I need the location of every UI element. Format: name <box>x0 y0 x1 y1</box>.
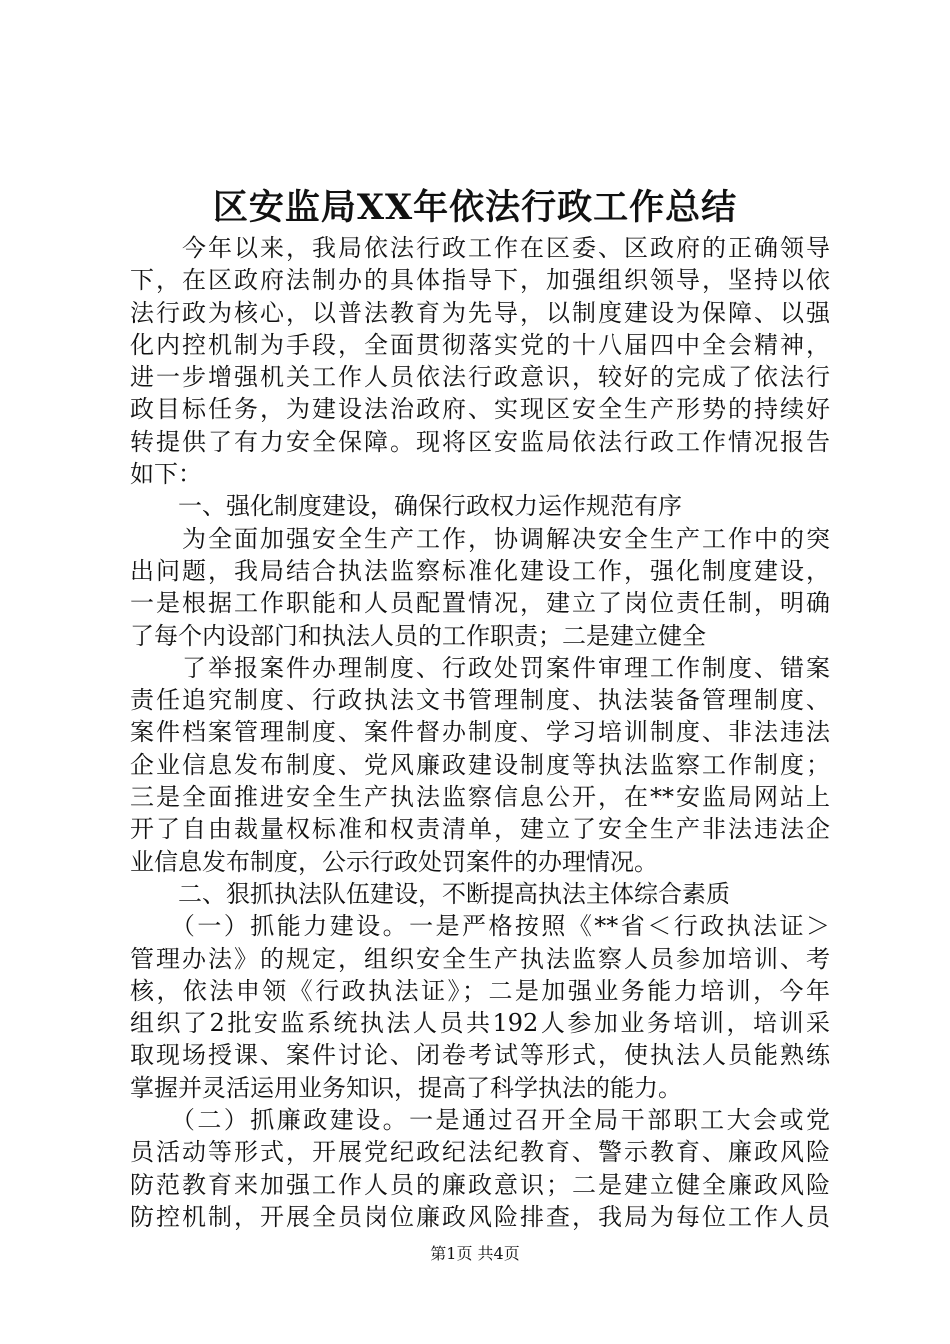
body-line: （一）抓能力建设。一是严格按照《**省＜行政执法证＞ <box>130 912 830 941</box>
body-line: 政目标任务，为建设法治政府、实现区安全生产形势的持续好 <box>130 395 830 424</box>
body-line: 进一步增强机关工作人员依法行政意识，较好的完成了依法行 <box>130 363 830 392</box>
body-line: 责任追究制度、行政执法文书管理制度、执法装备管理制度、 <box>130 686 830 715</box>
body-line: 如下： <box>130 460 202 489</box>
body-line: 了举报案件办理制度、行政处罚案件审理工作制度、错案 <box>130 653 830 682</box>
body-line: 企业信息发布制度、党风廉政建设制度等执法监察工作制度； <box>130 750 830 779</box>
body-line: 一是根据工作职能和人员配置情况，建立了岗位责任制，明确 <box>130 589 830 618</box>
body-line: 防控机制，开展全员岗位廉政风险排查，我局为每位工作人员 <box>130 1202 830 1231</box>
body-line: 核，依法申领《行政执法证》；二是加强业务能力培训，今年 <box>130 976 830 1005</box>
body-line: 化内控机制为手段，全面贯彻落实党的十八届四中全会精神， <box>130 330 830 359</box>
body-line: 转提供了有力安全保障。现将区安监局依法行政工作情况报告 <box>130 427 830 456</box>
document-title: 区安监局XX年依法行政工作总结 <box>212 187 738 228</box>
body-line: 开了自由裁量权标准和权责清单，建立了安全生产非法违法企 <box>130 815 830 844</box>
body-line: 组织了2批安监系统执法人员共192人参加业务培训，培训采 <box>130 1009 830 1038</box>
body-line: 取现场授课、案件讨论、闭卷考试等形式，使执法人员能熟练 <box>130 1041 830 1070</box>
section-heading: 一、强化制度建设，确保行政权力运作规范有序 <box>130 492 682 521</box>
body-line: 防范教育来加强工作人员的廉政意识；二是建立健全廉政风险 <box>130 1170 830 1199</box>
body-line: 了每个内设部门和执法人员的工作职责；二是建立健全 <box>130 621 706 650</box>
body-line: 三是全面推进安全生产执法监察信息公开，在**安监局网站上 <box>130 783 830 812</box>
body-line: 出问题，我局结合执法监察标准化建设工作，强化制度建设， <box>130 556 830 585</box>
body-line: 掌握并灵活运用业务知识，提高了科学执法的能力。 <box>130 1073 682 1102</box>
body-line: 业信息发布制度，公示行政处罚案件的办理情况。 <box>130 847 658 876</box>
body-line: 管理办法》的规定，组织安全生产执法监察人员参加培训、考 <box>130 944 830 973</box>
page-number: 第1页 共4页 <box>430 1244 520 1263</box>
body-line: 今年以来，我局依法行政工作在区委、区政府的正确领导 <box>130 234 830 262</box>
document-body <box>130 232 830 1233</box>
body-line: 员活动等形式，开展党纪政纪法纪教育、警示教育、廉政风险 <box>130 1138 830 1167</box>
body-line: 为全面加强安全生产工作，协调解决安全生产工作中的突 <box>130 524 830 553</box>
section-heading: 二、狠抓执法队伍建设，不断提高执法主体综合素质 <box>130 879 730 908</box>
body-line: 法行政为核心，以普法教育为先导，以制度建设为保障、以强 <box>130 298 830 327</box>
body-line: （二）抓廉政建设。一是通过召开全局干部职工大会或党 <box>130 1106 830 1135</box>
body-line: 下，在区政府法制办的具体指导下，加强组织领导，坚持以依 <box>130 266 830 295</box>
body-line: 案件档案管理制度、案件督办制度、学习培训制度、非法违法 <box>130 718 830 747</box>
